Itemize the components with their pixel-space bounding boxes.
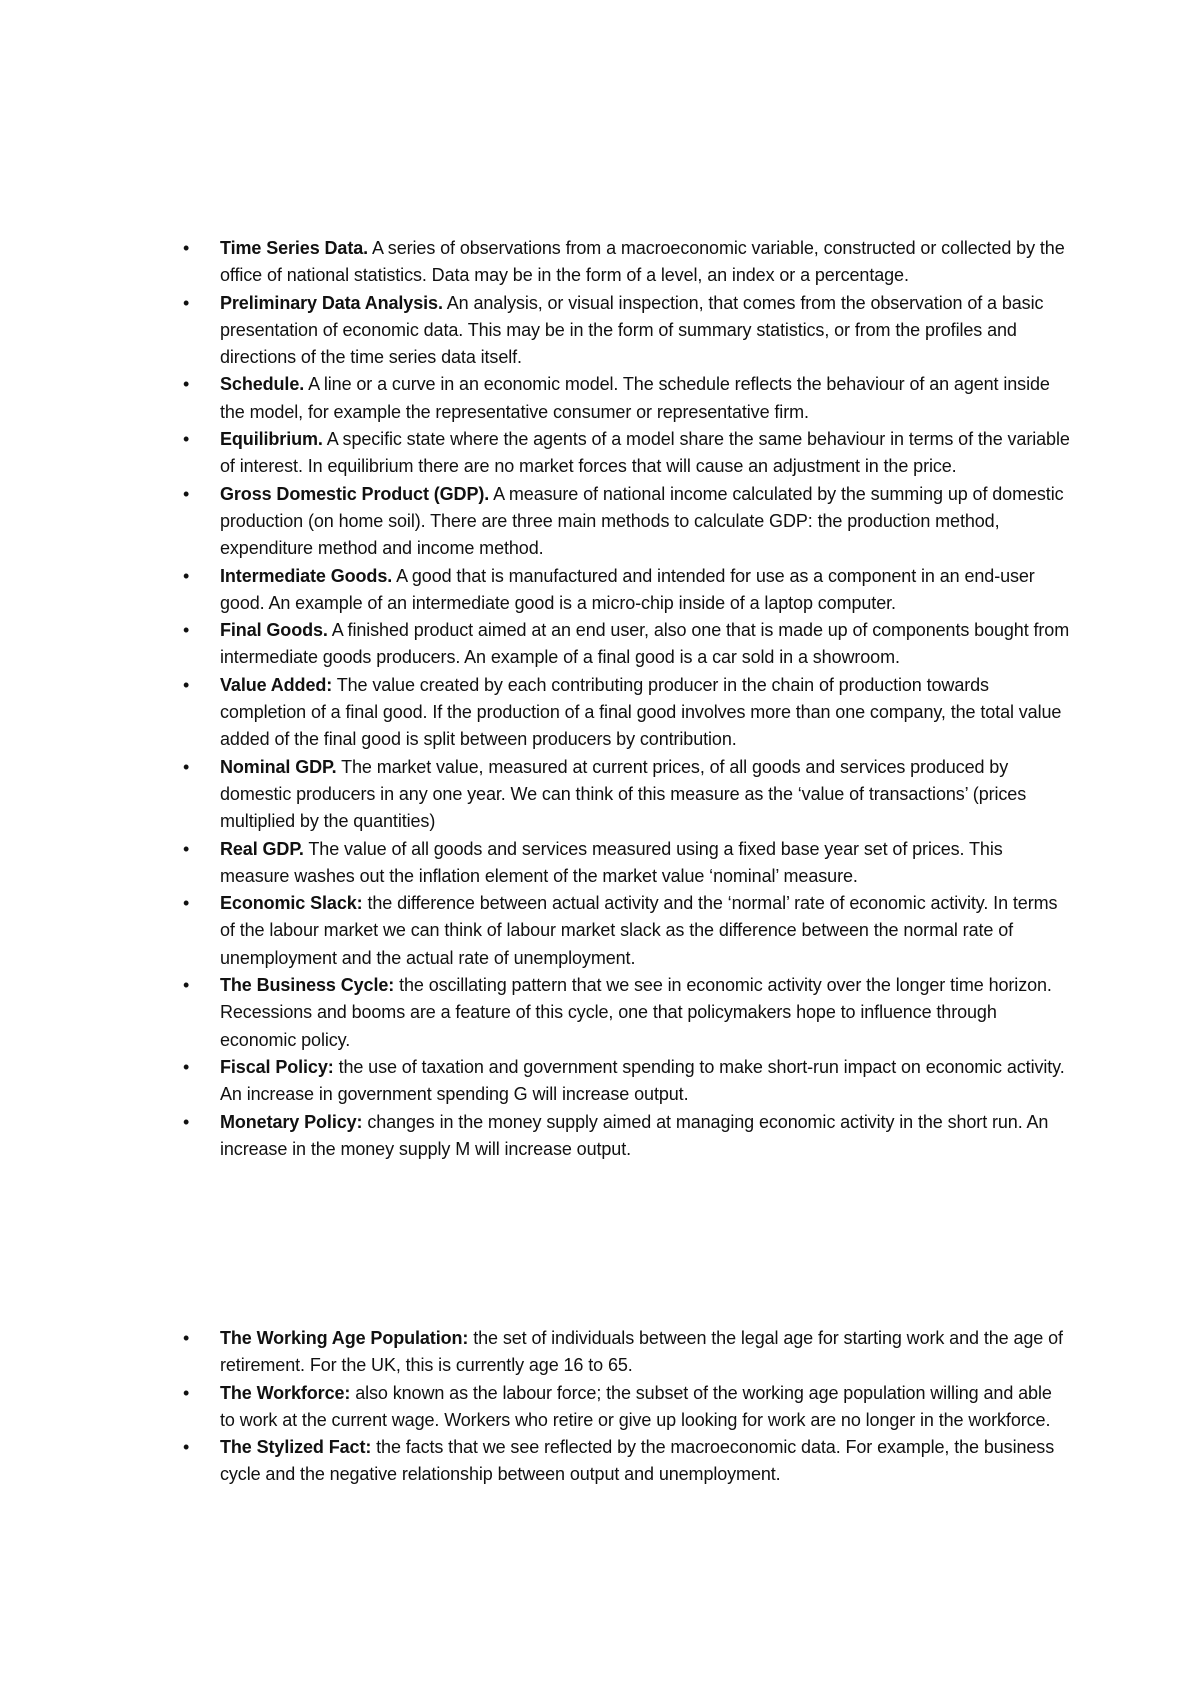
glossary-entry <box>180 235 1070 290</box>
glossary-entry <box>180 754 1070 836</box>
bullet-icon: • <box>183 975 190 996</box>
glossary-term: Gross Domestic Product (GDP). <box>220 483 490 504</box>
bullet-icon: • <box>183 483 190 504</box>
glossary-term: Time Series Data. <box>220 238 369 258</box>
glossary-entry <box>180 1109 1070 1164</box>
glossary-entry <box>180 481 1070 563</box>
glossary-definition: A specific state where the agents of a model share the same behaviour in terms of the variable of interest. In equilibrium there are no market forces that will cause an adjustment in the price. <box>220 429 1070 477</box>
bullet-icon: • <box>183 756 190 777</box>
glossary-entry <box>180 290 1070 372</box>
bullet-icon: • <box>183 838 190 859</box>
glossary-term: The Working Age Population: <box>220 1328 469 1348</box>
glossary-definition: also known as the labour force; the subset of the working age population willing and able to work at the current wage. Workers who retire or give up looking for work are no longer in the workforce. <box>220 1382 1052 1430</box>
glossary-definition: the oscillating pattern that we see in economic activity over the longer time horizon. Recessions and booms are a feature of this cycle, one that policymakers hope to influence through economic policy. <box>220 975 1052 1050</box>
bullet-icon: • <box>183 238 190 258</box>
glossary-definition: A series of observations from a macroeconomic variable, constructed or collected by the office of national statistics. Data may be in the form of a level, an index or a percentage. <box>220 238 1065 286</box>
glossary-term: Real GDP. <box>220 838 304 859</box>
glossary-definition: A line or a curve in an economic model. The schedule reflects the behaviour of an agent inside the model, for example the representative consumer or representative firm. <box>220 374 1050 422</box>
glossary-term: Preliminary Data Analysis. <box>220 292 443 313</box>
glossary-entry <box>180 1054 1070 1109</box>
bullet-icon: • <box>183 674 190 695</box>
glossary-definition: the facts that we see reflected by the macroeconomic data. For example, the business cycle and the negative relationship between output and unemployment. <box>220 1437 1055 1485</box>
glossary-term: Equilibrium. <box>220 429 323 450</box>
glossary-definition: the difference between actual activity and the ‘normal’ rate of economic activity. In terms of the labour market we can think of labour market slack as the difference between the normal rate of unemployment and the actual rate of unemployment. <box>220 893 1058 968</box>
bullet-icon: • <box>183 1056 190 1077</box>
glossary-definition: The value created by each contributing producer in the chain of production towards completion of a final good. If the production of a final good involves more than one company, the total value added of the final good is split between producers by contribution. <box>220 674 1062 750</box>
bullet-icon: • <box>183 893 190 914</box>
glossary-entry <box>180 371 1070 426</box>
glossary-entry <box>180 672 1070 754</box>
glossary-list <box>180 235 1070 1163</box>
glossary-term: Value Added: <box>220 674 333 695</box>
glossary-entry <box>180 563 1070 618</box>
glossary-entry <box>180 1434 1070 1489</box>
glossary-list-labour <box>180 1325 1070 1489</box>
bullet-icon: • <box>183 565 190 586</box>
glossary-term: The Business Cycle: <box>220 975 395 996</box>
glossary-definition: An analysis, or visual inspection, that comes from the observation of a basic presentation of economic data. This may be in the form of summary statistics, or from the profiles and directions of the time series data itself. <box>220 292 1044 368</box>
bullet-icon: • <box>183 1328 190 1348</box>
glossary-definition: the use of taxation and government spending to make short-run impact on economic activity. An increase in government spending G will increase output. <box>220 1056 1065 1105</box>
bullet-icon: • <box>183 292 190 313</box>
glossary-term: Intermediate Goods. <box>220 565 393 586</box>
glossary-term: Monetary Policy: <box>220 1111 363 1132</box>
bullet-icon: • <box>183 1382 190 1403</box>
bullet-icon: • <box>183 429 190 450</box>
bullet-icon: • <box>183 374 190 395</box>
glossary-definition: The value of all goods and services measured using a fixed base year set of prices. This measure washes out the inflation element of the market value ‘nominal’ measure. <box>220 838 1003 886</box>
glossary-term: Economic Slack: <box>220 893 363 914</box>
glossary-definition: A measure of national income calculated by the summing up of domestic production (on home soil). There are three main methods to calculate GDP: the production method, expenditure method and income method. <box>220 483 1064 559</box>
glossary-definition: A finished product aimed at an end user, also one that is made up of components bought from intermediate goods producers. An example of a final good is a car sold in a showroom. <box>220 620 1070 668</box>
glossary-definition: The market value, measured at current prices, of all goods and services produced by domestic producers in any one year. We can think of this measure as the ‘value of transactions’ (prices multiplied by the quantities) <box>220 756 1027 832</box>
glossary-entry <box>180 836 1070 891</box>
glossary-entry <box>180 426 1070 481</box>
glossary-term: Nominal GDP. <box>220 756 337 777</box>
glossary-entry <box>180 972 1070 1054</box>
bullet-icon: • <box>183 620 190 641</box>
glossary-entry <box>180 890 1070 972</box>
glossary-entry <box>180 617 1070 672</box>
glossary-definition: the set of individuals between the legal age for starting work and the age of retirement. For the UK, this is currently age 16 to 65. <box>220 1328 1063 1376</box>
bullet-icon: • <box>183 1111 190 1132</box>
glossary-term: Final Goods. <box>220 620 328 641</box>
glossary-term: The Stylized Fact: <box>220 1437 372 1458</box>
glossary-entry <box>180 1380 1070 1435</box>
glossary-term: Schedule. <box>220 374 305 395</box>
glossary-term: Fiscal Policy: <box>220 1056 334 1077</box>
bullet-icon: • <box>183 1437 190 1458</box>
glossary-entry <box>180 1325 1070 1380</box>
glossary-term: The Workforce: <box>220 1382 351 1403</box>
glossary-definition: A good that is manufactured and intended for use as a component in an end-user good. An example of an intermediate good is a micro-chip inside of a laptop computer. <box>220 565 1035 613</box>
glossary-definition: changes in the money supply aimed at managing economic activity in the short run. An increase in the money supply M will increase output. <box>220 1111 1049 1159</box>
